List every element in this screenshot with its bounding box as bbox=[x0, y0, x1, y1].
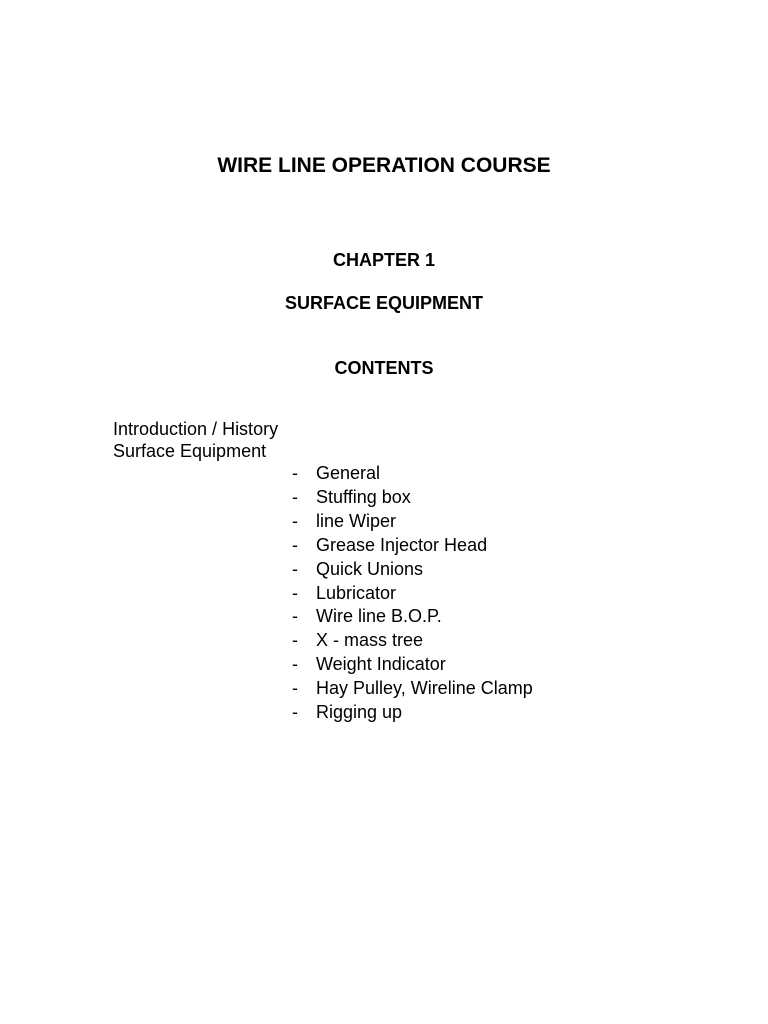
list-item bbox=[292, 605, 533, 629]
list-item bbox=[292, 510, 533, 534]
list-dash: - bbox=[292, 630, 298, 651]
list-item-label: Weight Indicator bbox=[316, 654, 446, 675]
list-item-label: Quick Unions bbox=[316, 558, 424, 579]
list-item-label: Lubricator bbox=[316, 582, 397, 603]
list-dash: - bbox=[292, 582, 298, 603]
list-dash: - bbox=[292, 606, 298, 627]
list-dash: - bbox=[292, 702, 298, 723]
list-item bbox=[292, 534, 533, 558]
course-title: WIRE LINE OPERATION COURSE bbox=[217, 154, 551, 177]
list-dash: - bbox=[292, 654, 298, 675]
list-item-label: Stuffing box bbox=[316, 486, 411, 507]
list-item-label: line Wiper bbox=[316, 510, 397, 531]
list-item bbox=[292, 486, 533, 510]
list-item bbox=[292, 677, 533, 701]
list-dash: - bbox=[292, 678, 298, 699]
contents-entry: Introduction / History bbox=[113, 419, 279, 439]
list-dash: - bbox=[292, 510, 298, 531]
list-item bbox=[292, 701, 533, 725]
list-item-label: Grease Injector Head bbox=[316, 534, 488, 555]
list-item bbox=[292, 582, 533, 606]
list-item-label: Rigging up bbox=[316, 702, 403, 723]
list-item-label: X - mass tree bbox=[316, 630, 424, 651]
list-dash: - bbox=[292, 534, 298, 555]
list-dash: - bbox=[292, 486, 298, 507]
list-dash: - bbox=[292, 558, 298, 579]
list-item bbox=[292, 629, 533, 653]
contents-entries bbox=[113, 418, 278, 462]
list-item-label: General bbox=[316, 463, 381, 483]
contents-heading: CONTENTS bbox=[334, 358, 434, 378]
list-item-label: Wire line B.O.P. bbox=[316, 606, 442, 627]
section-title: SURFACE EQUIPMENT bbox=[284, 293, 484, 313]
surface-equipment-subentries bbox=[292, 462, 533, 725]
list-item bbox=[292, 462, 533, 486]
contents-entry: Surface Equipment bbox=[113, 441, 267, 461]
list-dash: - bbox=[292, 463, 298, 483]
list-item bbox=[292, 653, 533, 677]
chapter-title: CHAPTER 1 bbox=[332, 250, 435, 270]
list-item bbox=[292, 558, 533, 582]
list-item-label: Hay Pulley, Wireline Clamp bbox=[316, 678, 533, 699]
